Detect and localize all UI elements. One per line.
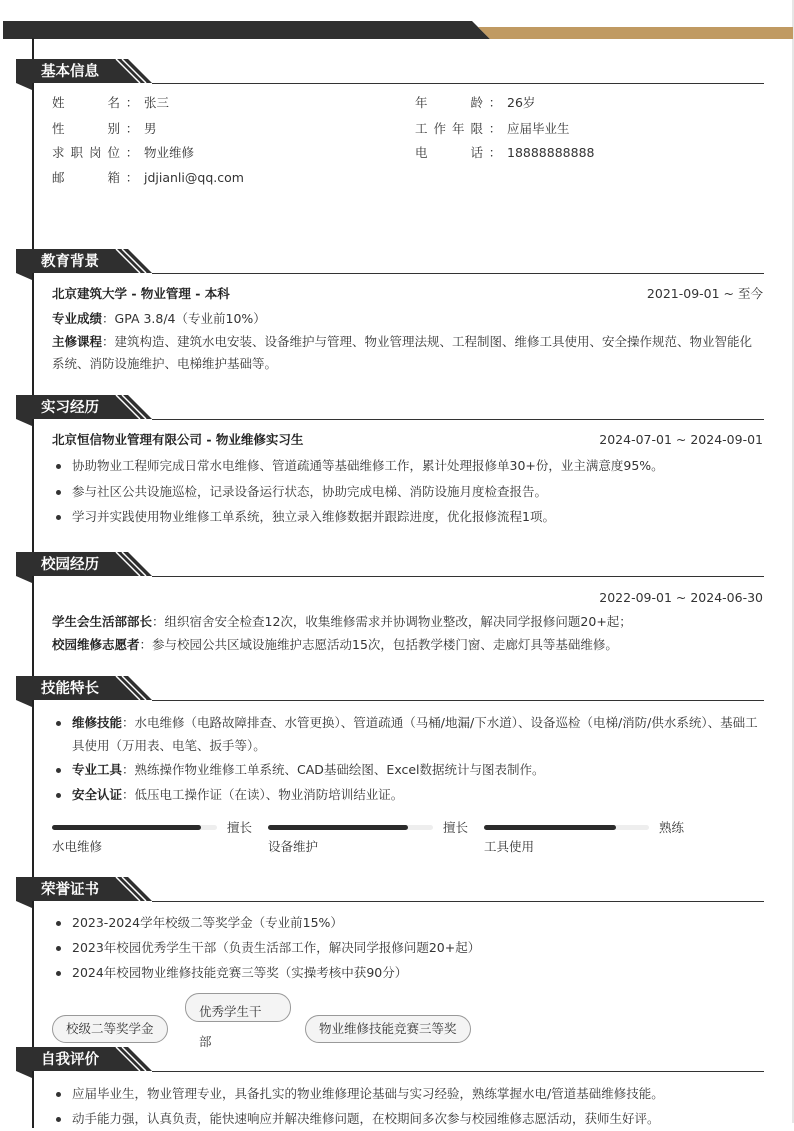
section-banner	[16, 395, 764, 427]
skill-bar	[52, 825, 217, 830]
skill-name: 水电维修	[52, 839, 103, 854]
campus-date: 2022-09-01 ~ 2024-06-30	[599, 590, 763, 605]
list-item: 专业工具：熟练操作物业维修工单系统、CAD基础绘图、Excel数据统计与图表制作。	[56, 758, 768, 782]
section-banner	[16, 1047, 764, 1079]
info-email: 邮箱 ： jdjianli@qq.com	[52, 170, 244, 185]
list-item: 安全认证：低压电工操作证（在读）、物业消防培训结业证。	[56, 783, 768, 807]
skill-bar-fill	[268, 825, 408, 830]
skill-bar	[268, 825, 433, 830]
section-title: 荣誉证书	[41, 882, 99, 898]
edu-gpa: 专业成绩：GPA 3.8/4（专业前10%）	[52, 311, 266, 326]
section-banner	[16, 249, 764, 281]
intern-title: 北京恒信物业管理有限公司 - 物业维修实习生	[52, 432, 304, 447]
section-banner	[16, 676, 764, 708]
intern-date: 2024-07-01 ~ 2024-09-01	[599, 432, 763, 447]
skill-level: 擅长	[443, 820, 469, 835]
skill-level: 熟练	[659, 820, 685, 835]
list-item: 2023-2024学年校级二等奖学金（专业前15%）	[56, 911, 768, 935]
list-item: 2024年校园物业维修技能竞赛三等奖（实操考核中获90分）	[56, 961, 768, 985]
section-title: 基本信息	[41, 64, 99, 80]
section-header-skills	[16, 676, 764, 708]
info-name: 姓名 ： 张三	[52, 95, 170, 110]
edu-title: 北京建筑大学 - 物业管理 - 本科	[52, 286, 230, 301]
list-item: 参与社区公共设施巡检，记录设备运行状态，协助完成电梯、消防设施月度检查报告。	[56, 480, 768, 504]
section-header-self	[16, 1047, 764, 1079]
section-header-honors	[16, 877, 764, 909]
skill-bar-fill	[52, 825, 201, 830]
honor-tag: 物业维修技能竞赛三等奖	[305, 1015, 471, 1043]
section-header-campus	[16, 552, 764, 584]
campus-item: 学生会生活部部长：组织宿舍安全检查12次，收集维修需求并协调物业整改，解决同学报修问题20+起；	[52, 614, 632, 629]
section-header-education	[16, 249, 764, 281]
info-phone: 电话 ： 18888888888	[415, 145, 595, 160]
section-title: 自我评价	[41, 1052, 99, 1068]
skill-bar-fill	[484, 825, 616, 830]
honor-tag: 校级二等奖学金	[52, 1015, 168, 1043]
honor-tag-label: 优秀学生干部	[199, 1004, 262, 1049]
list-item: 协助物业工程师完成日常水电维修、管道疏通等基础维修工作，累计处理报修单30+份，业主满意度95%。	[56, 454, 768, 478]
skill-bar	[484, 825, 649, 830]
skill-name: 工具使用	[484, 839, 535, 854]
top-banner	[0, 0, 794, 40]
skill-name: 设备维护	[268, 839, 319, 854]
section-banner	[16, 552, 764, 584]
campus-item: 校园维修志愿者：参与校园公共区域设施维护志愿活动15次，包括教学楼门窗、走廊灯具等基础维修。	[52, 637, 618, 652]
edu-courses: 主修课程：建筑构造、建筑水电安装、设备维护与管理、物业管理法规、工程制图、维修工具使用、安全操作规范、物业智能化系统、消防设施维护、电梯维护基础等。	[52, 334, 753, 371]
info-gender: 性别 ： 男	[52, 121, 157, 136]
list-item: 2023年校园优秀学生干部（负责生活部工作，解决同学报修问题20+起）	[56, 936, 768, 960]
section-banner	[16, 877, 764, 909]
edu-date: 2021-09-01 ~ 至今	[646, 286, 763, 301]
info-years: 工作年限 ： 应届毕业生	[415, 121, 570, 136]
skill-level: 擅长	[227, 820, 253, 835]
list-item: 学习并实践使用物业维修工单系统，独立录入维修数据并跟踪进度，优化报修流程1项。	[56, 505, 768, 529]
section-title: 校园经历	[41, 557, 99, 573]
list-item: 动手能力强，认真负责，能快速响应并解决维修问题，在校期间多次参与校园维修志愿活动，获师生好评。	[56, 1107, 768, 1131]
section-title: 教育背景	[41, 254, 99, 270]
section-title: 技能特长	[41, 681, 99, 697]
section-title: 实习经历	[41, 400, 99, 416]
section-header-basic	[16, 59, 764, 91]
section-header-internship	[16, 395, 764, 427]
list-item: 应届毕业生，物业管理专业，具备扎实的物业维修理论基础与实习经验，熟练掌握水电/管道基础维修技能。	[56, 1082, 768, 1106]
info-job: 求职岗位 ： 物业维修	[52, 145, 195, 160]
info-age: 年龄 ： 26岁	[415, 95, 536, 110]
list-item: 维修技能：水电维修（电路故障排查、水管更换）、管道疏通（马桶/地漏/下水道）、设备巡检（电梯/消防/供水系统）、基础工具使用（万用表、电笔、扳手等）。	[56, 711, 768, 757]
